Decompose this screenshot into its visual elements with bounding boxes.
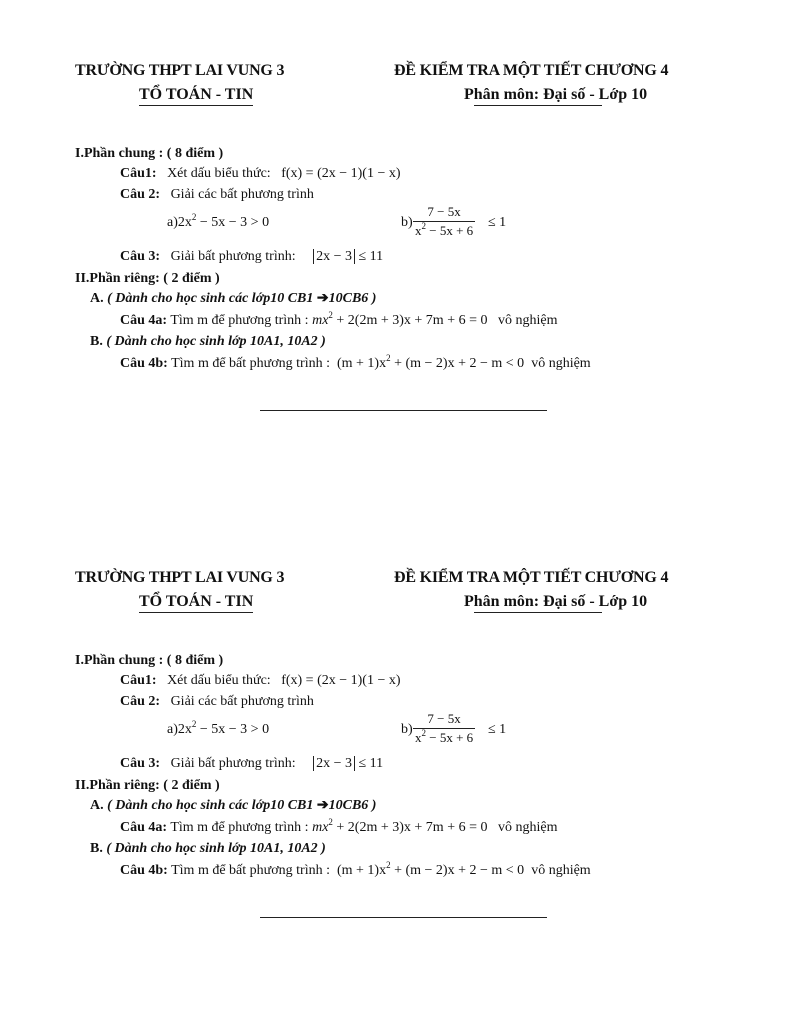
part2-a-label: A. [90,798,104,813]
q4b-text: Tìm m để bất phương trình : [171,356,330,371]
q2a-rest: − 5x − 3 > 0 [196,215,270,230]
q1-text: Xét dấu biểu thức: [167,166,271,181]
part1-heading: I.Phần chung : ( 8 điểm ) [75,653,224,668]
q2b-fraction [413,711,475,746]
q2b-den-base: x [415,730,422,745]
q4a-expr-exp: 2 [328,310,333,320]
q2b-rhs: ≤ 1 [488,215,507,230]
school-name: TRƯỜNG THPT LAI VUNG 3 [75,62,285,79]
question-2 [120,694,314,710]
q3-label: Câu 3: [120,756,161,771]
part2-b-text: ( Dành cho học sinh lớp 10A1, 10A2 ) [106,334,326,349]
part2-a-label: A. [90,291,104,306]
q3-rhs: ≤ 11 [358,249,384,264]
department-name: TỔ TOÁN - TIN [139,593,254,610]
subject-line: Phân môn: Đại số - Lớp 10 [464,86,648,103]
question-4b [120,353,591,372]
q4b-text: Tìm m để bất phương trình : [171,863,330,878]
exam-title: ĐỀ KIỂM TRA MỘT TIẾT CHƯƠNG 4 [394,569,669,586]
part2-b-label: B. [90,841,103,856]
q2b-den-rest: − 5x + 6 [426,223,474,238]
q4a-text: Tìm m để phương trình : [170,313,309,328]
q4b-expr-exp: 2 [386,353,391,363]
q2-label: Câu 2: [120,694,161,709]
q4a-suffix: vô nghiệm [498,820,558,835]
school-name: TRƯỜNG THPT LAI VUNG 3 [75,569,285,586]
q3-text: Giải bất phương trình: [170,756,296,771]
question-1 [120,673,401,689]
q4b-expr-b: + (m − 2)x + 2 − m < 0 [390,356,525,371]
q2b-den-base: x [415,223,422,238]
q2b-prefix: b) [401,722,413,737]
part2-b-line [90,841,326,857]
q2b-fraction [413,204,475,239]
q2b-numerator: 7 − 5x [427,711,461,726]
part2-b-label: B. [90,334,103,349]
q4b-label: Câu 4b: [120,356,168,371]
q4a-label: Câu 4a: [120,820,168,835]
exam-title: ĐỀ KIỂM TRA MỘT TIẾT CHƯƠNG 4 [394,62,669,79]
q2a-base: 2x [177,722,192,737]
q2b-den-rest: − 5x + 6 [426,730,474,745]
q1-label: Câu1: [120,673,157,688]
arrow-right-icon: ➔ [316,291,329,306]
q4a-expr-exp: 2 [328,817,333,827]
q4b-suffix: vô nghiệm [531,863,591,878]
question-3 [120,756,383,772]
q2a-prefix: a) [167,722,178,737]
q4b-expr-a: (m + 1)x [336,863,387,878]
q2b-rhs: ≤ 1 [488,722,507,737]
q2a-rest: − 5x − 3 > 0 [196,722,270,737]
q4a-label: Câu 4a: [120,313,168,328]
q2-part-a [167,719,270,738]
part2-a-line [90,797,376,814]
question-4a [120,817,558,836]
q2b-den-exp: 2 [421,221,426,231]
q1-expression: f(x) = (2x − 1)(1 − x) [281,673,401,688]
q4b-label: Câu 4b: [120,863,168,878]
footer-divider [260,917,547,918]
part2-a-tail: 10CB6 ) [328,291,377,306]
q2-text: Giải các bất phương trình [170,187,314,202]
question-3 [120,249,383,265]
q2b-den-exp: 2 [421,728,426,738]
q4a-expr-b: + 2(2m + 3)x + 7m + 6 = 0 [332,313,488,328]
part2-heading: II.Phần riêng: ( 2 điểm ) [75,778,220,793]
question-4a [120,310,558,329]
q2b-prefix: b) [401,215,413,230]
part2-b-text: ( Dành cho học sinh lớp 10A1, 10A2 ) [106,841,326,856]
q1-text: Xét dấu biểu thức: [167,673,271,688]
department-name: TỔ TOÁN - TIN [139,86,254,103]
q4a-text: Tìm m để phương trình : [170,820,309,835]
question-2 [120,187,314,203]
arrow-right-icon: ➔ [316,798,329,813]
subject-line: Phân môn: Đại số - Lớp 10 [464,593,648,610]
q4b-expr-a: (m + 1)x [336,356,387,371]
exam-copy-bottom [0,507,792,1013]
part2-a-tail: 10CB6 ) [328,798,377,813]
q2-part-a [167,212,270,231]
q3-rhs: ≤ 11 [358,756,384,771]
q2b-denominator [413,223,475,239]
q2b-denominator [413,730,475,746]
q3-abs-expression: 2x − 3 [313,756,355,771]
question-1 [120,166,401,182]
q1-label: Câu1: [120,166,157,181]
q4a-expr-a: mx [312,820,329,835]
footer-divider [260,410,547,411]
part2-a-line [90,290,376,307]
q2-label: Câu 2: [120,187,161,202]
part2-a-text: ( Dành cho học sinh các lớp10 CB1 [107,798,314,813]
q4a-expr-b: + 2(2m + 3)x + 7m + 6 = 0 [332,820,488,835]
q4a-suffix: vô nghiệm [498,313,558,328]
q2b-numerator: 7 − 5x [427,204,461,219]
q2-text: Giải các bất phương trình [170,694,314,709]
q4a-expr-a: mx [312,313,329,328]
q2a-exponent: 2 [191,719,197,729]
q2a-base: 2x [177,215,192,230]
q3-label: Câu 3: [120,249,161,264]
part2-a-text: ( Dành cho học sinh các lớp10 CB1 [107,291,314,306]
subject-underline [474,612,602,613]
q1-expression: f(x) = (2x − 1)(1 − x) [281,166,401,181]
q4b-expr-b: + (m − 2)x + 2 − m < 0 [390,863,525,878]
q3-text: Giải bất phương trình: [170,249,296,264]
question-4b [120,860,591,879]
exam-copy-top [0,0,792,506]
part1-heading: I.Phần chung : ( 8 điểm ) [75,146,224,161]
department-underline [139,612,253,613]
subject-underline [474,105,602,106]
q4b-expr-exp: 2 [386,860,391,870]
part2-heading: II.Phần riêng: ( 2 điểm ) [75,271,220,286]
part2-b-line [90,334,326,350]
q3-abs-expression: 2x − 3 [313,249,355,264]
department-underline [139,105,253,106]
q2a-prefix: a) [167,215,178,230]
q4b-suffix: vô nghiệm [531,356,591,371]
q2a-exponent: 2 [191,212,197,222]
